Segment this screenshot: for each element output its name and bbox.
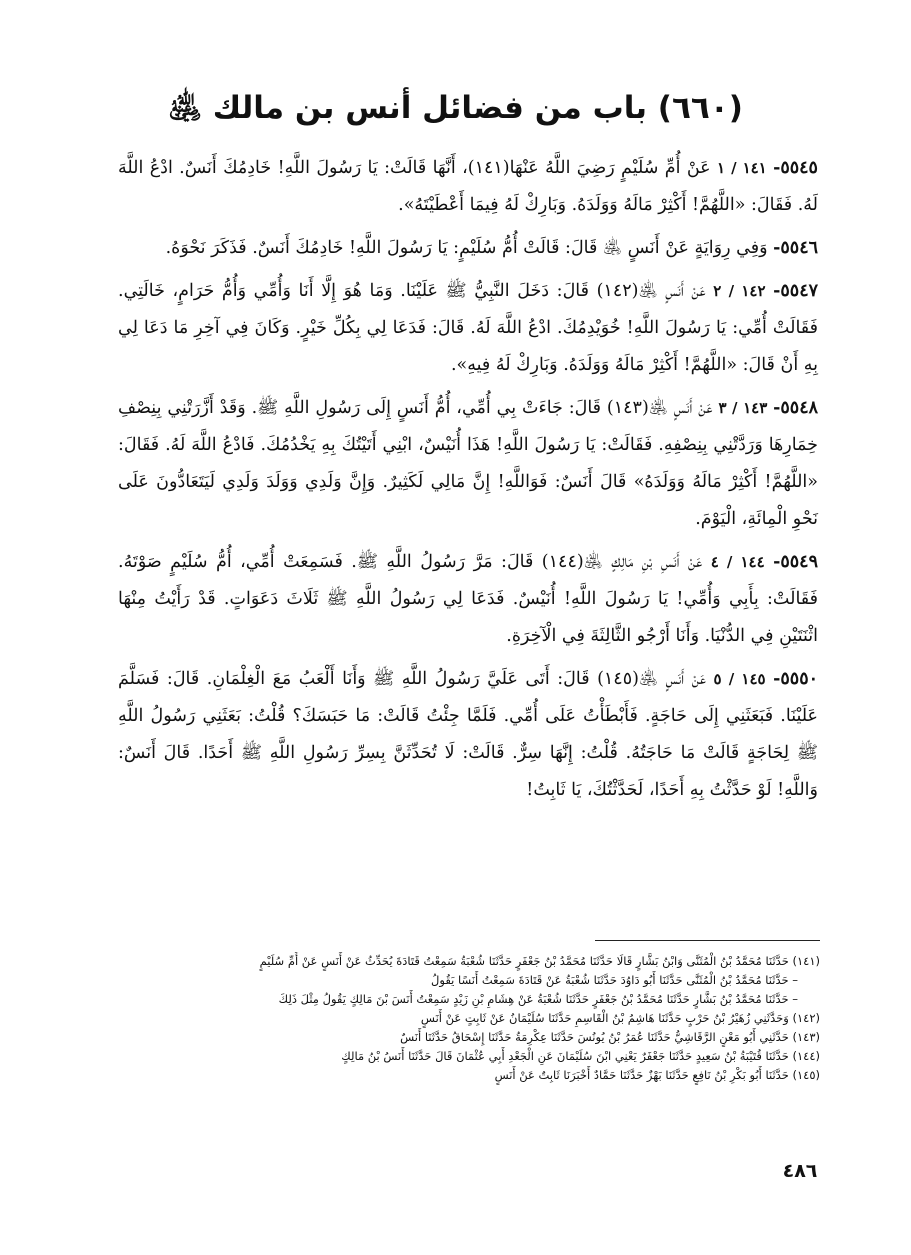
hadith-text: وَفِي رِوَايَةٍ عَنْ أَنَسٍ ﵁ قَالَ: قَالَتْ أُمُّ سُلَيْمٍ: يَا رَسُولَ اللَّهِ! خَادِمُكَ أَنَسٌ. فَذَكَرَ نَحْوَهُ. — [165, 238, 768, 258]
hadith-ref: ١٤٣ / ٣ — [718, 399, 768, 417]
hadith-ref: ١٤٢ / ٢ — [713, 282, 766, 300]
hadith-ref: ١٤٤ / ٤ — [710, 553, 765, 571]
page-number: ٤٨٦ — [782, 1160, 818, 1182]
footnote-145: (١٤٥) حَدَّثَنَا أَبُو بَكْرِ بْنُ نَافِعٍ حَدَّثَنَا بَهْزٌ حَدَّثَنَا حَمَّادٌ أَخْبَرَنَا ثَابِتٌ عَنْ أَنَسٍ — [494, 1068, 820, 1082]
hadith-ref: ١٤٥ / ٥ — [713, 670, 766, 688]
footnote-141-chain-3: – حَدَّثَنَا مُحَمَّدُ بْنُ بَشَّارٍ حَدَّثَنَا مُحَمَّدُ بْنُ جَعْفَرٍ حَدَّثَنَا شُعْبَةُ عَنْ هِشَامِ بْنِ زَيْدٍ سَمِعْتُ أَنَسَ بْنَ مَالِكٍ يَقُولُ مِثْلَ ذَلِكَ — [278, 992, 798, 1006]
hadith-ref: ١٤١ / ١ — [716, 159, 767, 177]
hadith-text: عَنْ أَنَسٍ ﵁(١٤٢) قَالَ: دَخَلَ النَّبِيُّ ﷺ عَلَيْنَا. وَمَا هُوَ إِلَّا أَنَا وَأُمِّي وَأُمُّ حَرَامٍ، خَالَتِي. فَقَالَتْ أُمِّي: يَا رَسُولَ اللَّهِ! خُوَيْدِمُكَ. ادْعُ اللَّهَ لَهُ. قَالَ: فَدَعَا لِي بِكُلِّ خَيْرٍ. وَكَانَ فِي آخِرِ مَا دَعَا لِي بِهِ أَنْ قَالَ: «اللَّهُمَّ! أَكْثِرْ مَالَهُ وَوَلَدَهُ. وَبَارِكْ لَهُ فِيهِ». — [118, 281, 818, 375]
hadith-number: ٥٥٤٦- — [773, 238, 818, 258]
footnote-143: (١٤٣) حَدَّثَنِي أَبُو مَعْنٍ الرَّقَاشِيُّ حَدَّثَنَا عُمَرُ بْنُ يُونُسَ حَدَّثَنَا عِكْرِمَةُ حَدَّثَنَا إِسْحَاقُ حَدَّثَنَا أَنَسٌ — [400, 1030, 820, 1044]
hadith-text: عَنْ أَنَسٍ ﵁(١٤٣) قَالَ: جَاءَتْ بِي أُمِّي، أُمُّ أَنَسٍ إِلَى رَسُولِ اللَّهِ ﷺ. وَقَدْ أَزَّرَتْنِي بِنِصْفِ خِمَارِهَا وَرَدَّتْنِي بِنِصْفِهِ. فَقَالَتْ: يَا رَسُولَ اللَّهِ! هَذَا أُنَيْسٌ، ابْنِي أَتَيْتُكَ بِهِ يَخْدُمُكَ. فَادْعُ اللَّهَ لَهُ. فَقَالَ: «اللَّهُمَّ! أَكْثِرْ مَالَهُ وَوَلَدَهُ» قَالَ أَنَسٌ: فَوَاللَّهِ! إِنَّ مَالِي لَكَثِيرٌ. وَإِنَّ وَلَدِي وَوَلَدَ وَلَدِي لَيَتَعَادُّونَ عَلَى نَحْوِ الْمِائَةِ، الْيَوْمَ. — [118, 398, 818, 529]
footnote-divider — [595, 940, 820, 941]
hadith-text: عَنْ أَنَسٍ ﵁(١٤٥) قَالَ: أَتَى عَلَيَّ رَسُولُ اللَّهِ ﷺ وَأَنَا أَلْعَبُ مَعَ الْغِلْمَانِ. قَالَ: فَسَلَّمَ عَلَيْنَا. فَبَعَثَنِي إِلَى حَاجَةٍ. فَأَبْطَأْتُ عَلَى أُمِّي. فَلَمَّا جِئْتُ قَالَتْ: مَا حَبَسَكَ؟ قُلْتُ: بَعَثَنِي رَسُولُ اللَّهِ ﷺ لِحَاجَةٍ قَالَتْ مَا حَاجَتُهُ. قُلْتُ: إِنَّهَا سِرٌّ. قَالَتْ: لَا تُحَدِّثَنَّ بِسِرِّ رَسُولِ اللَّهِ ﷺ أَحَدًا. قَالَ أَنَسٌ: وَاللَّهِ! لَوْ حَدَّثْتُ بِهِ أَحَدًا، لَحَدَّثْتُكَ، يَا ثَابِتُ! — [118, 669, 818, 800]
hadith-number: ٥٥٤٨- — [773, 398, 819, 418]
hadith-5550 — [118, 661, 818, 809]
hadith-5546 — [118, 230, 818, 267]
footnote-144: (١٤٤) حَدَّثَنَا قُتَيْبَةُ بْنُ سَعِيدٍ حَدَّثَنَا جَعْفَرٌ يَعْنِي ابْنَ سُلَيْمَانَ عَنِ الْجَعْدِ أَبِي عُثْمَانَ قَالَ حَدَّثَنَا أَنَسُ بْنُ مَالِكٍ — [341, 1049, 820, 1063]
hadith-number: ٥٥٥٠- — [773, 669, 818, 689]
footnote-142: (١٤٢) وَحَدَّثَنِي زُهَيْرُ بْنُ حَرْبٍ حَدَّثَنَا هَاشِمُ بْنُ الْقَاسِمِ حَدَّثَنَا سُلَيْمَانُ عَنْ ثَابِتٍ عَنْ أَنَسٍ — [420, 1011, 820, 1025]
hadith-list — [118, 150, 818, 815]
hadith-5547 — [118, 273, 818, 384]
hadith-number: ٥٥٤٥- — [773, 158, 818, 178]
hadith-text: عَنْ أَنَسِ بْنِ مَالِكٍ ﵁(١٤٤) قَالَ: مَرَّ رَسُولُ اللَّهِ ﷺ. فَسَمِعَتْ أُمِّي، أُمُّ سُلَيْمٍ صَوْتَهُ. فَقَالَتْ: بِأَبِي وَأُمِّي! يَا رَسُولَ اللَّهِ! أُنَيْسٌ. فَدَعَا لِي رَسُولُ اللَّهِ ﷺ ثَلَاثَ دَعَوَاتٍ. قَدْ رَأَيْتُ مِنْهَا اثْنَتَيْنِ فِي الدُّنْيَا. وَأَنَا أَرْجُو الثَّالِثَةَ فِي الْآخِرَةِ. — [118, 552, 818, 646]
footnote-141: (١٤١) حَدَّثَنَا مُحَمَّدُ بْنُ الْمُثَنَّى وَابْنُ بَشَّارٍ قَالَا حَدَّثَنَا مُحَمَّدُ بْنُ جَعْفَرٍ حَدَّثَنَا شُعْبَةُ سَمِعْتُ قَتَادَةَ يُحَدِّثُ عَنْ أَنَسٍ عَنْ أُمِّ سُلَيْمٍ — [259, 954, 820, 968]
hadith-number: ٥٥٤٩- — [773, 552, 818, 572]
footnote-141-chain-2: – حَدَّثَنَا مُحَمَّدُ بْنُ الْمُثَنَّى حَدَّثَنَا أَبُو دَاوُدَ حَدَّثَنَا شُعْبَةُ عَنْ قَتَادَةَ سَمِعْتُ أَنَسًا يَقُولُ — [431, 973, 798, 987]
hadith-5548 — [118, 390, 818, 538]
footnotes — [118, 952, 820, 1085]
hadith-5545 — [118, 150, 818, 224]
hadith-number: ٥٥٤٧- — [773, 281, 818, 301]
hadith-5549 — [118, 544, 818, 655]
hadith-text: عَنْ أُمِّ سُلَيْمٍ رَضِيَ اللَّهُ عَنْهَا(١٤١)، أَنَّهَا قَالَتْ: يَا رَسُولَ اللَّهِ! خَادِمُكَ أَنَسٌ. ادْعُ اللَّهَ لَهُ. فَقَالَ: «اللَّهُمَّ! أَكْثِرْ مَالَهُ وَوَلَدَهُ. وَبَارِكْ لَهُ فِيمَا أَعْطَيْتَهُ». — [118, 158, 818, 215]
chapter-title: (٦٦٠) باب من فضائل أنس بن مالك ﵁ — [168, 90, 743, 126]
